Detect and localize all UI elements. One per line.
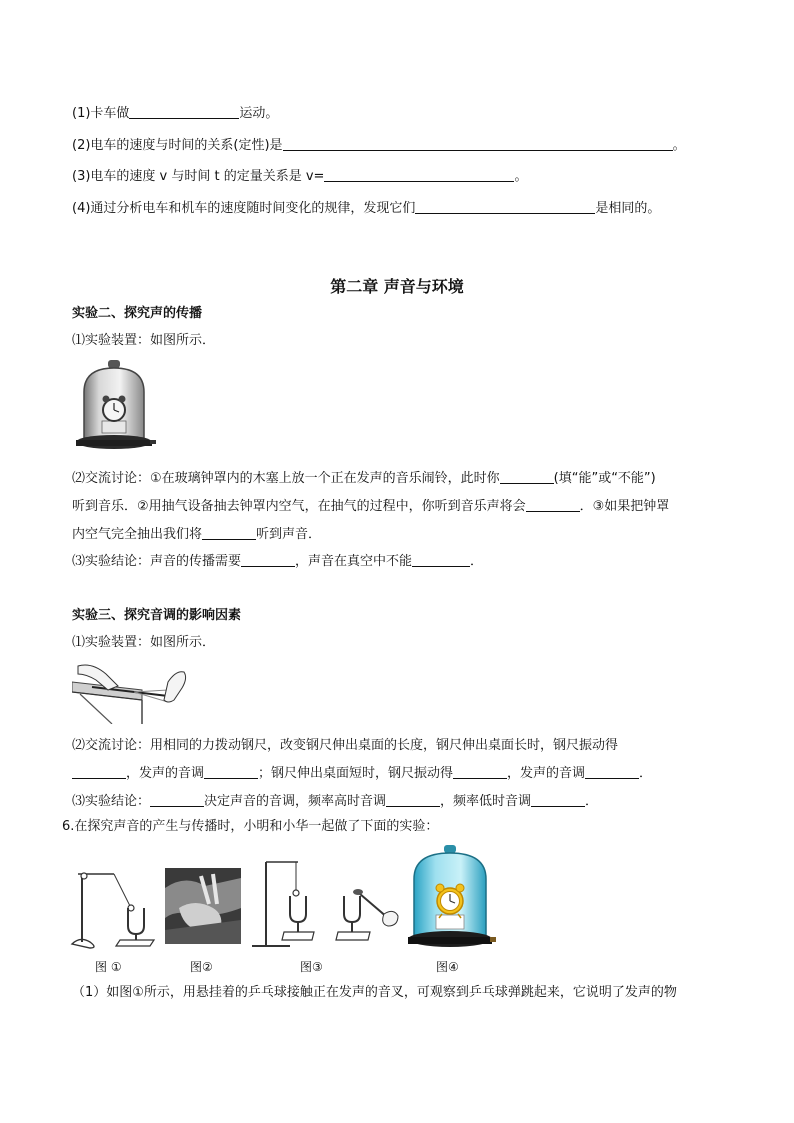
answer-blank[interactable] (386, 792, 440, 807)
answer-blank[interactable] (241, 552, 295, 567)
answer-blank[interactable] (204, 764, 258, 779)
figure-3-caption: 图③ (300, 960, 323, 974)
answer-blank[interactable] (72, 764, 126, 779)
exp3-heading: 实验三、探究音调的影响因素 (72, 608, 242, 623)
figure-2-caption: 图② (190, 960, 213, 974)
exp3-setup: ⑴实验装置：如图所示． (72, 635, 216, 650)
exp2-conclusion (72, 552, 483, 571)
exp3-concl-a: ⑶实验结论： (72, 794, 151, 809)
question-4 (72, 199, 660, 218)
q4-prefix: (4)通过分析电车和机车的速度随时间变化的规律，发现它们 (72, 201, 416, 216)
answer-blank[interactable] (585, 764, 639, 779)
exp3-disc-b: ，发声的音调 (126, 766, 205, 781)
question-2 (72, 136, 686, 155)
bell-jar-figure (72, 358, 156, 454)
exp2-concl-a: ⑶实验结论：声音的传播需要 (72, 554, 242, 569)
figure-1-pendulum-fork (70, 866, 156, 950)
exp2-concl-c: ． (470, 554, 484, 569)
answer-blank[interactable] (415, 199, 595, 214)
figure-2-photo (165, 868, 241, 944)
q1-prefix: (1)卡车做 (72, 106, 130, 121)
exp3-conclusion (72, 792, 598, 811)
exp2-discussion-line1 (72, 469, 656, 488)
figure-4-bell-jar-clock (404, 843, 496, 955)
q3-prefix: (3)电车的速度 v 与时间 t 的定量关系是 v= (72, 169, 325, 184)
q2-suffix: 。 (672, 138, 686, 153)
q6-sub1: （1）如图①所示，用悬挂着的乒乓球接触正在发声的音叉，可观察到乒乓球弹跳起来，它说明了发声的物 (72, 985, 677, 1000)
exp2-disc-d: ．③如果把钟罩 (579, 499, 670, 514)
exp3-concl-c: ，频率低时音调 (440, 794, 532, 809)
figure-1-caption: 图 ① (95, 960, 122, 974)
answer-blank[interactable] (412, 552, 470, 567)
exp3-disc-e: ． (639, 766, 653, 781)
exp3-disc-c: ；钢尺伸出桌面短时，钢尺振动得 (258, 766, 454, 781)
exp2-disc-a: ⑵交流讨论：①在玻璃钟罩内的木塞上放一个正在发声的音乐闹铃，此时你 (72, 471, 500, 486)
q6-intro: 6.在探究声音的产生与传播时，小明和小华一起做了下面的实验： (62, 819, 439, 834)
answer-blank[interactable] (202, 525, 256, 540)
exp2-disc-f: 听到声音． (256, 527, 322, 542)
answer-blank[interactable] (150, 792, 204, 807)
chapter-title: 第二章 声音与环境 (330, 277, 464, 296)
exp3-discussion-line2 (72, 764, 652, 783)
exp3-concl-d: ． (585, 794, 599, 809)
q2-prefix: (2)电车的速度与时间的关系(定性)是 (72, 138, 283, 153)
q1-suffix: 运动。 (239, 106, 279, 121)
question-3 (72, 167, 527, 186)
figure-4-caption: 图④ (436, 960, 459, 974)
exp2-discussion-line3 (72, 525, 321, 544)
exp2-concl-b: ，声音在真空中不能 (295, 554, 413, 569)
exp2-setup: ⑴实验装置：如图所示． (72, 333, 216, 348)
q3-suffix: 。 (514, 169, 528, 184)
exp3-disc-d: ，发声的音调 (507, 766, 586, 781)
exp2-heading: 实验二、探究声的传播 (72, 306, 203, 321)
exp3-discussion-line1: ⑵交流讨论：用相同的力拨动钢尺，改变钢尺伸出桌面的长度，钢尺伸出桌面长时，钢尺振动得 (72, 738, 619, 753)
answer-blank[interactable] (324, 167, 514, 182)
answer-blank[interactable] (531, 792, 585, 807)
ruler-on-table-figure (72, 660, 190, 724)
exp2-disc-e: 内空气完全抽出我们将 (72, 527, 203, 542)
answer-blank[interactable] (500, 469, 554, 484)
answer-blank[interactable] (526, 497, 580, 512)
answer-blank[interactable] (129, 104, 239, 119)
exp2-disc-c: 听到音乐．②用抽气设备抽去钟罩内空气，在抽气的过程中，你听到音乐声将会 (72, 499, 526, 514)
answer-blank[interactable] (453, 764, 507, 779)
exp2-disc-b: (填“能”或“不能”) (553, 471, 656, 486)
exp3-concl-b: 决定声音的音调，频率高时音调 (204, 794, 387, 809)
question-1 (72, 104, 278, 123)
q4-suffix: 是相同的。 (595, 201, 661, 216)
answer-blank[interactable] (283, 136, 673, 151)
figure-3-fork-hammer (250, 856, 400, 952)
exp2-discussion-line2 (72, 497, 669, 516)
